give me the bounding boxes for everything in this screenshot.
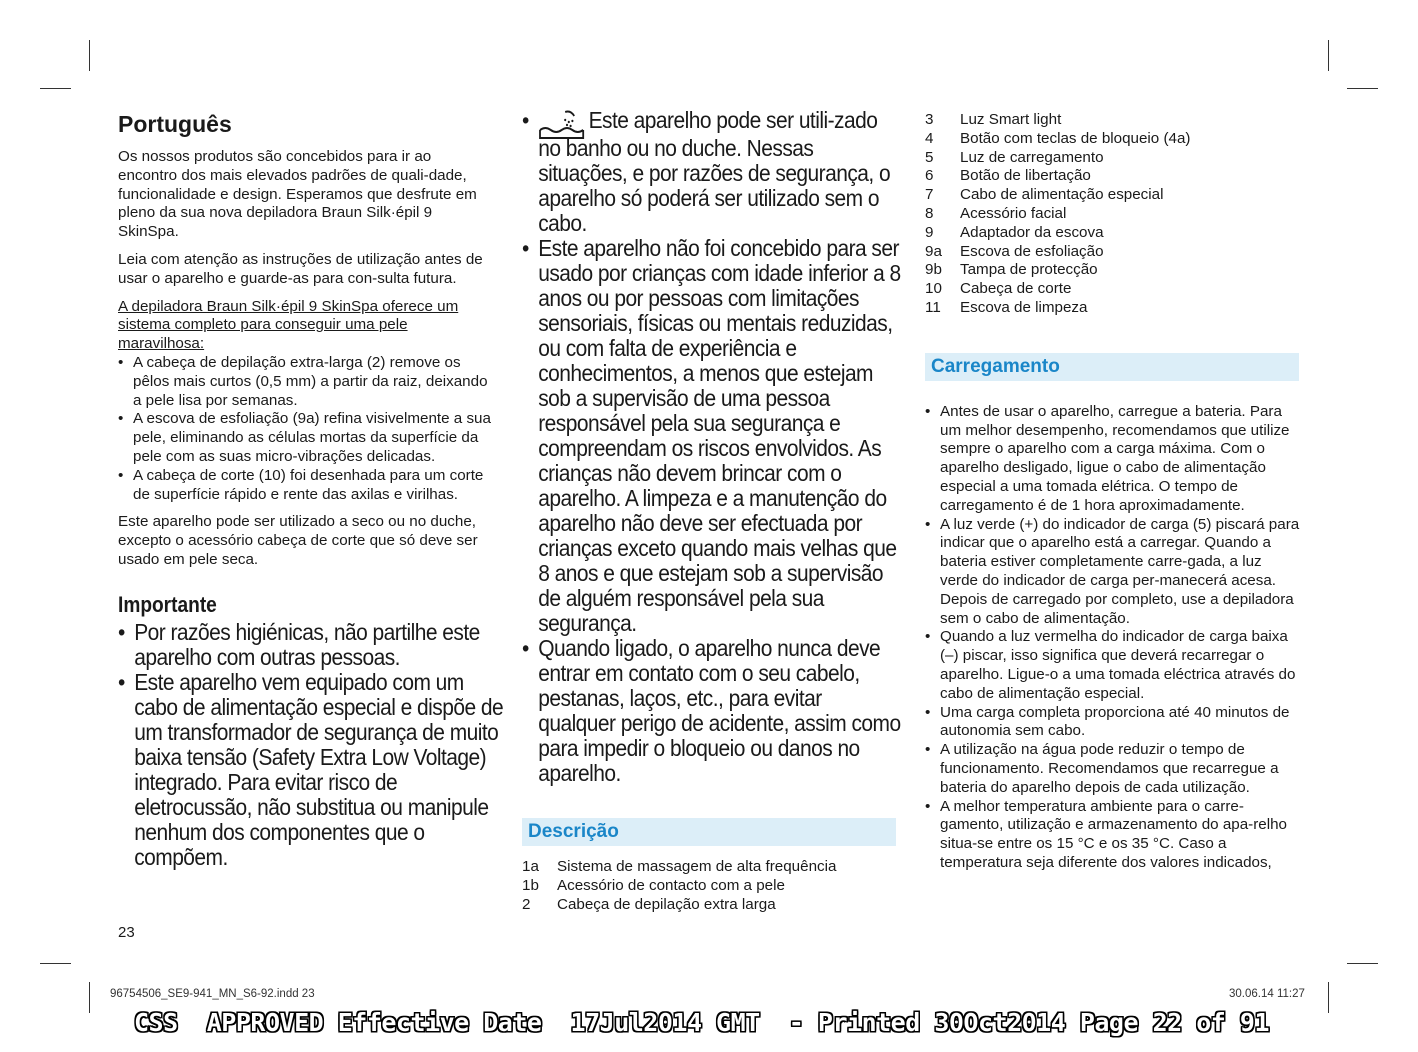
column-left	[118, 108, 504, 870]
approval-stamp: CSS APPROVED Effective Date 17Jul2014 GMT - Printed 30Oct2014 Page 22 of 91	[134, 1008, 1269, 1037]
item-number: 7	[925, 186, 934, 204]
crop-mark	[1328, 982, 1329, 1013]
usage-paragraph: Este aparelho pode ser utilizado a seco ou no duche, excepto o acessório cabeça de corte que só deve ser usado em pele seca.	[118, 513, 478, 568]
list-item: • Antes de usar o aparelho, carregue a bateria. Para um melhor desempenho, recomendamos que utilize sempre o aparelho com a carga máxima. Com o aparelho desligado, ligue o cabo de alimentação especial a uma tomada elétrica. O tempo de carregamento é de 1 hora aproximadamente.	[925, 403, 1301, 516]
item-text: Acessório de contacto com a pele	[557, 876, 785, 894]
crop-mark	[40, 88, 71, 89]
item-number: 5	[925, 148, 934, 166]
crop-mark	[1328, 40, 1329, 71]
list-item: • A utilização na água pode reduzir o tempo de funcionamento. Recomendamos que recarregue a bateria do aparelho depois de cada utilização.	[925, 741, 1301, 797]
list-item: • A escova de esfoliação (9a) refina visivelmente a sua pele, eliminando as células mortas da superfície da pele com as suas micro-vibrações delicadas.	[118, 410, 492, 466]
item-text: Botão de libertação	[960, 167, 1091, 185]
read-instructions-paragraph: Leia com atenção as instruções de utilização antes de usar o aparelho e guarde-as para con-sulta futura.	[118, 250, 483, 287]
item-number: 4	[925, 129, 934, 147]
page-number: 23	[118, 924, 135, 941]
item-number: 9a	[925, 242, 942, 260]
footer-file-name: 96754506_SE9-941_MN_S6-92.indd 23	[110, 988, 315, 1000]
item-number: 9b	[925, 261, 942, 279]
list-item	[925, 243, 1301, 262]
list-item	[522, 896, 898, 915]
list-item: • Uma carga completa proporciona até 40 minutos de autonomia sem cabo.	[925, 704, 1301, 742]
list-item	[925, 149, 1301, 168]
list-item	[925, 186, 1301, 205]
charging-list	[925, 403, 1301, 873]
item-text: Luz de carregamento	[960, 148, 1104, 166]
list-item: • A cabeça de depilação extra-larga (2) remove os pêlos mais curtos (0,5 mm) a partir da raiz, deixando a pele lisa por semanas.	[118, 354, 492, 410]
item-number: 1a	[522, 858, 539, 875]
description-list	[522, 858, 898, 914]
crop-mark	[40, 963, 71, 964]
item-text: Sistema de massagem de alta frequência	[557, 858, 837, 875]
item-text: Adaptador da escova	[960, 223, 1104, 241]
crop-mark	[1347, 88, 1378, 89]
item-text: Luz Smart light	[960, 111, 1062, 128]
list-item: • A luz verde (+) do indicador de carga (5) piscará para indicar que o aparelho está a carregar. Quando a bateria estiver completamente carre-gada, a luz verde do indicador de carga per-manecerá acesa. Depois de carregado por completo, use a depiladora sem o cabo de alimentação.	[925, 516, 1301, 629]
bath-text: Este aparelho pode ser utili-zado no banho ou no duche. Nessas situações, e por razões de segurança, o aparelho só poderá ser utilizado sem o cabo.	[538, 107, 891, 236]
safety-list	[522, 107, 901, 786]
footer-timestamp: 30.06.14 11:27	[1229, 988, 1305, 1000]
page-title: Português	[118, 111, 232, 137]
list-item	[925, 299, 1301, 318]
item-number: 10	[925, 280, 942, 298]
item-text: Cabeça de depilação extra larga	[557, 895, 776, 913]
list-item: • Quando ligado, o aparelho nunca deve entrar em contato com o seu cabelo, pestanas, laços, etc., para evitar qualquer perigo de acidente, assim como para impedir o bloqueio ou danos no aparelho.	[522, 636, 904, 786]
list-item	[925, 205, 1301, 224]
important-list	[118, 618, 504, 870]
list-item: • A cabeça de corte (10) foi desenhada para um corte de superfície rápido e rente das axilas e virilhas.	[118, 467, 492, 505]
important-heading: Importante	[118, 591, 217, 617]
system-heading: A depiladora Braun Silk·épil 9 SkinSpa oferece um sistema completo para conseguir uma pele maravilhosa:	[118, 297, 459, 353]
list-item	[522, 858, 898, 877]
list-item	[925, 280, 1301, 299]
description-heading: Descrição	[522, 818, 896, 846]
list-item: • Este aparelho não foi concebido para ser usado por crianças com idade inferior a 8 anos ou por pessoas com limitações sensoriais, físicas ou mentais reduzidas, ou com falta de experiência e conhecimentos, a menos que estejam sob a supervisão de uma pessoa responsável pela sua segurança e compreendam os riscos envolvidos. As crianças não devem brincar com o aparelho. A limpeza e a manutenção do aparelho não deve ser efectuada por crianças exceto quando mais velhas que 8 anos e que estejam sob a supervisão de alguém responsável pela sua segurança.	[522, 236, 904, 636]
crop-mark	[89, 40, 90, 71]
item-number: 2	[522, 895, 531, 913]
item-text: Cabo de alimentação especial	[960, 186, 1164, 204]
column-middle	[522, 107, 901, 914]
column-right	[925, 111, 1301, 882]
charging-heading: Carregamento	[925, 353, 1299, 381]
list-item	[522, 108, 904, 236]
item-text: Tampa de protecção	[960, 261, 1098, 279]
list-item: • A melhor temperatura ambiente para o carre-gamento, utilização e armazenamento do apa-relho situa-se entre os 15 °C e os 35 °C. Caso a temperatura seja diferente dos valores indicados,	[925, 798, 1301, 873]
item-text: Botão com teclas de bloqueio (4a)	[960, 129, 1191, 147]
list-item: • Este aparelho vem equipado com um cabo de alimentação especial e dispõe de um transformador de segurança de muito baixa tensão (Safety Extra Low Voltage) integrado. Para evitar risco de eletrocussão, não substitua ou manipule nenhum dos componentes que o compõem.	[118, 670, 508, 870]
description-list-continued	[925, 111, 1301, 318]
list-item	[925, 130, 1301, 149]
list-item	[925, 261, 1301, 280]
item-number: 6	[925, 167, 934, 185]
item-text: Escova de limpeza	[960, 298, 1088, 316]
item-number: 9	[925, 223, 934, 241]
item-text: Escova de esfoliação	[960, 242, 1104, 260]
list-item	[925, 224, 1301, 243]
list-item	[522, 877, 898, 896]
list-item: • Quando a luz vermelha do indicador de carga baixa (–) piscar, isso significa que deverá recarregar o aparelho. Ligue-o a uma tomada eléctrica através do cabo de alimentação especial.	[925, 628, 1301, 703]
item-number: 11	[925, 298, 941, 316]
item-number: 3	[925, 111, 934, 128]
feature-list	[118, 354, 492, 504]
item-number: 1b	[522, 876, 539, 894]
intro-paragraph: Os nossos produtos são concebidos para ir ao encontro dos mais elevados padrões de quali-dade, funcionalidade e design. Esperamos que desfrute em pleno da sua nova depiladora Braun Silk·épil 9 SkinSpa.	[118, 148, 477, 241]
crop-mark	[1347, 963, 1378, 964]
crop-mark	[89, 982, 90, 1013]
item-number: 8	[925, 204, 934, 222]
list-item	[925, 167, 1301, 186]
item-text: Cabeça de corte	[960, 280, 1072, 298]
item-text: Acessório facial	[960, 204, 1067, 222]
list-item	[925, 111, 1301, 130]
list-item: • Por razões higiénicas, não partilhe este aparelho com outras pessoas.	[118, 620, 508, 670]
